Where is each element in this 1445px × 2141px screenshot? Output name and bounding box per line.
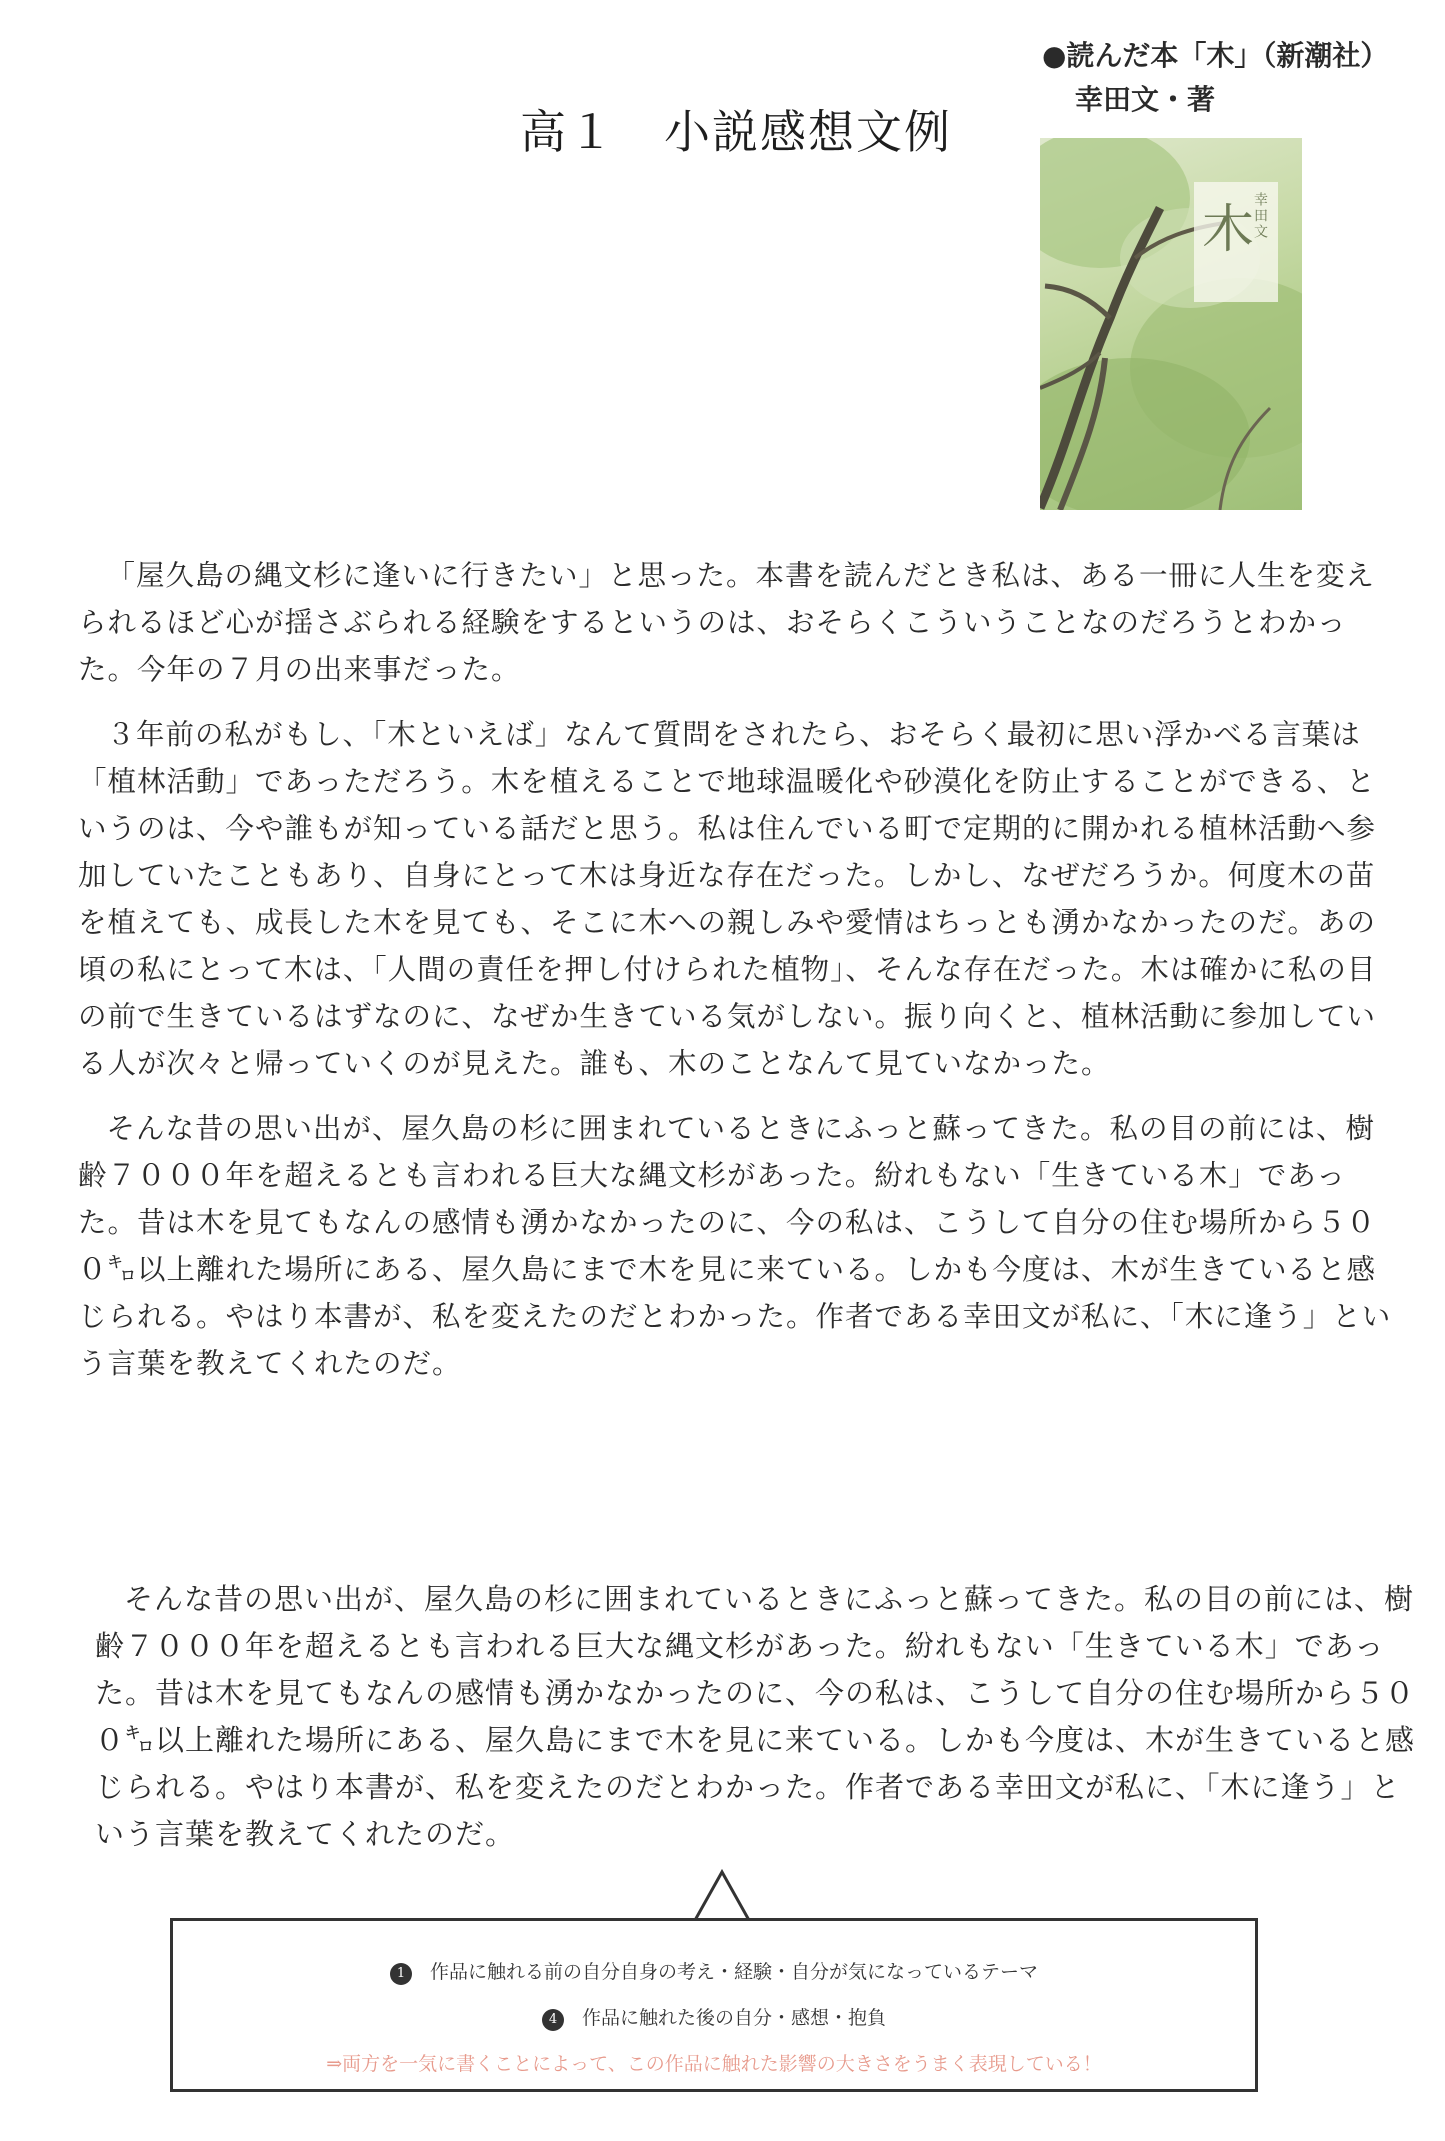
excerpt-block	[95, 1576, 1430, 1858]
bullet-1-icon: 1	[390, 1963, 412, 1985]
page-title: 高１ 小説感想文例	[520, 105, 952, 159]
essay-body	[78, 552, 1398, 1405]
callout-item-text: 作品に触れる前の自分自身の考え・経験・自分が気になっているテーマ	[429, 1961, 1038, 1983]
essay-paragraph: ３年前の私がもし、「木といえば」なんて質問をされたら、おそらく最初に思い浮かべる言葉は「植林活動」であっただろう。木を植えることで地球温暖化や砂漠化を防止することができる、というのは、今や誰もが知っている話だと思う。私は住んでいる町で定期的に開かれる植林活動へ参加していたこともあり、自身にとって木は身近な存在だった。しかし、なぜだろうか。何度木の苗を植えても、成長した木を見ても、そこに木への親しみや愛情はちっとも湧かなかったのだ。あの頃の私にとって木は、「人間の責任を押し付けられた植物」、そんな存在だった。木は確かに私の目の前で生きているはずなのに、なぜか生きている気がしない。振り向くと、植林活動に参加している人が次々と帰っていくのが見えた。誰も、木のことなんて見ていなかった。	[78, 718, 1377, 1080]
callout-box	[170, 1918, 1258, 2092]
callout-conclusion: ⇒両方を一気に書くことによって、この作品に触れた影響の大きさをうまく表現している！	[326, 2053, 1102, 2075]
book-info	[1042, 34, 1388, 122]
essay-paragraph: 「屋久島の縄文杉に逢いに行きたい」と思った。本書を読んだとき私は、ある一冊に人生を変えられるほど心が揺さぶられる経験をするというのは、おそらくこういうことなのだろうとわかった。今年の７月の出来事だった。	[78, 559, 1376, 686]
book-label: ●読んだ本「木」（新潮社）	[1042, 39, 1389, 72]
essay-paragraph: そんな昔の思い出が、屋久島の杉に囲まれているときにふっと蘇ってきた。私の目の前には、樹齢７０００年を超えるとも言われる巨大な縄文杉があった。紛れもない「生きている木」であった。昔は木を見てもなんの感情も湧かなかったのに、今の私は、こうして自分の住む場所から５００㌔以上離れた場所にある、屋久島にまで木を見に来ている。しかも今度は、木が生きていると感じられる。やはり本書が、私を変えたのだとわかった。作者である幸田文が私に、「木に逢う」という言葉を教えてくれたのだ。	[78, 1112, 1392, 1380]
cover-author: 幸田文	[1252, 192, 1268, 240]
callout-item-before	[173, 1957, 1255, 1985]
book-cover-image	[1040, 138, 1302, 510]
cover-title: 木	[1202, 200, 1255, 260]
callout-item-after	[173, 2003, 1255, 2031]
book-author: 幸田文・著	[1075, 83, 1216, 116]
callout-item-text: 作品に触れた後の自分・感想・抱負	[581, 2007, 886, 2029]
cover-label	[1194, 182, 1278, 302]
bullet-4-icon: 4	[542, 2009, 564, 2031]
callout-pointer	[692, 1868, 752, 1922]
excerpt-paragraph: そんな昔の思い出が、屋久島の杉に囲まれているときにふっと蘇ってきた。私の目の前には、樹齢７０００年を超えるとも言われる巨大な縄文杉があった。紛れもない「生きている木」であった。昔は木を見てもなんの感情も湧かなかったのに、今の私は、こうして自分の住む場所から５００㌔以上離れた場所にある、屋久島にまで木を見に来ている。しかも今度は、木が生きていると感じられる。やはり本書が、私を変えたのだとわかった。作者である幸田文が私に、「木に逢う」という言葉を教えてくれたのだ。	[95, 1582, 1416, 1851]
